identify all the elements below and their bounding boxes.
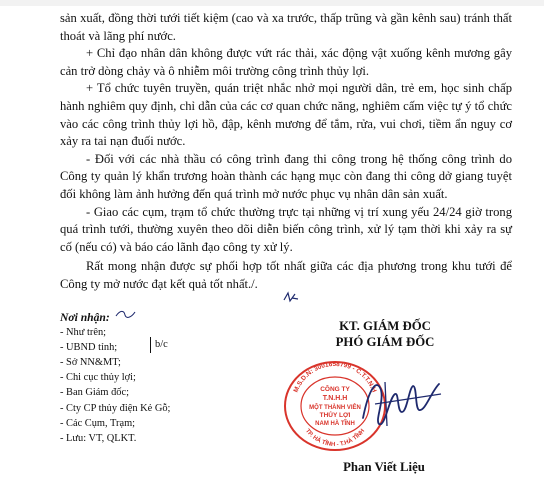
stamp-line: CÔNG TY [320, 386, 350, 393]
stamp-line: T.N.H.H [322, 395, 348, 402]
recipient-item: - Các Cụm, Trạm; [60, 417, 136, 429]
stamp-line: THỦY LỢI [319, 412, 351, 419]
signer-title: PHÓ GIÁM ĐỐC [335, 335, 435, 349]
paragraph-2: + Chỉ đạo nhân dân không được vứt rác thải, xác động vật xuống kênh mương gây cản trở dòng chảy và ô nhiễm môi trường công trình thủy lợi. [60, 46, 512, 78]
signer-name: Phan Viết Liệu [343, 460, 425, 474]
paragraph-4: - Đối với các nhà thầu có công trình đang thi công trong hệ thống công trình do Công ty quản lý khẩn trương hoàn thành các hạng mục còn đang thi công dở giang tuyệt đối không làm ảnh hưởng đến quá trình mở nước phục vụ nhân dân sản xuất. [60, 151, 512, 201]
handwritten-signature [355, 368, 445, 438]
stamp-line: NAM HÀ TĨNH [315, 421, 355, 427]
report-bracket: b/c [150, 337, 168, 353]
stamp-bottom-text: TP. HÀ TĨNH - T.HÀ TĨNH [303, 428, 367, 449]
recipient-item: - Như trên; [60, 327, 107, 339]
stamp-line: MỘT THÀNH VIÊN [309, 405, 361, 411]
stamp-ring-text: M.S.D.N: 3001658799 - C.T.T.N.H [292, 360, 378, 394]
top-scan-edge [0, 0, 544, 6]
initial-mark-1 [282, 290, 300, 304]
recipient-item: - Ban Giám đốc; [60, 387, 129, 399]
paragraph-3: + Tổ chức tuyên truyền, quán triệt nhắc nhở mọi người dân, trẻ em, học sinh chấp hành nghiêm quy định, chỉ dẫn của các cơ quan chức năng, nghiêm cấm việc tự ý tổ chức vào các công trình thủy lợi hồ, đập, kênh mương để tắm, rửa, vui chơi, tiềm ẩn nguy cơ xảy ra tai nạn đuối nước. [60, 81, 512, 149]
recipient-item: - UBND tỉnh; [60, 342, 118, 354]
recipients-block [60, 310, 210, 446]
paragraph-5: - Giao các cụm, trạm tổ chức thường trực tại những vị trí xung yếu 24/24 giờ trong quá trình tưới, thường xuyên theo dõi diễn biến công trình, xử lý tạm thời khi xảy ra sự cố (nếu có) và báo cáo lãnh đạo công ty xử lý. [60, 204, 512, 254]
letter-body [60, 10, 512, 294]
recipients-title: Nơi nhận: [60, 311, 110, 324]
paragraph-1: sản xuất, đồng thời tưới tiết kiệm (cao và xa trước, thấp trũng và gần kênh sau) tránh thất thoát và lãng phí nước. [60, 11, 512, 43]
recipient-item: - Chi cục thủy lợi; [60, 372, 136, 384]
recipient-item: - Lưu: VT, QLKT. [60, 432, 137, 444]
closing-paragraph: Rất mong nhận được sự phối hợp tốt nhất giữa các địa phương trong khu tưới để Công ty mở nước đạt kết quả tốt nhất./. [60, 259, 512, 291]
signer-authority: KT. GIÁM ĐỐC [339, 319, 431, 333]
recipients-list [60, 325, 210, 446]
recipient-item: - Cty CP thủy điện Kẻ Gỗ; [60, 402, 171, 414]
recipient-item: - Sở NN&MT; [60, 357, 121, 369]
